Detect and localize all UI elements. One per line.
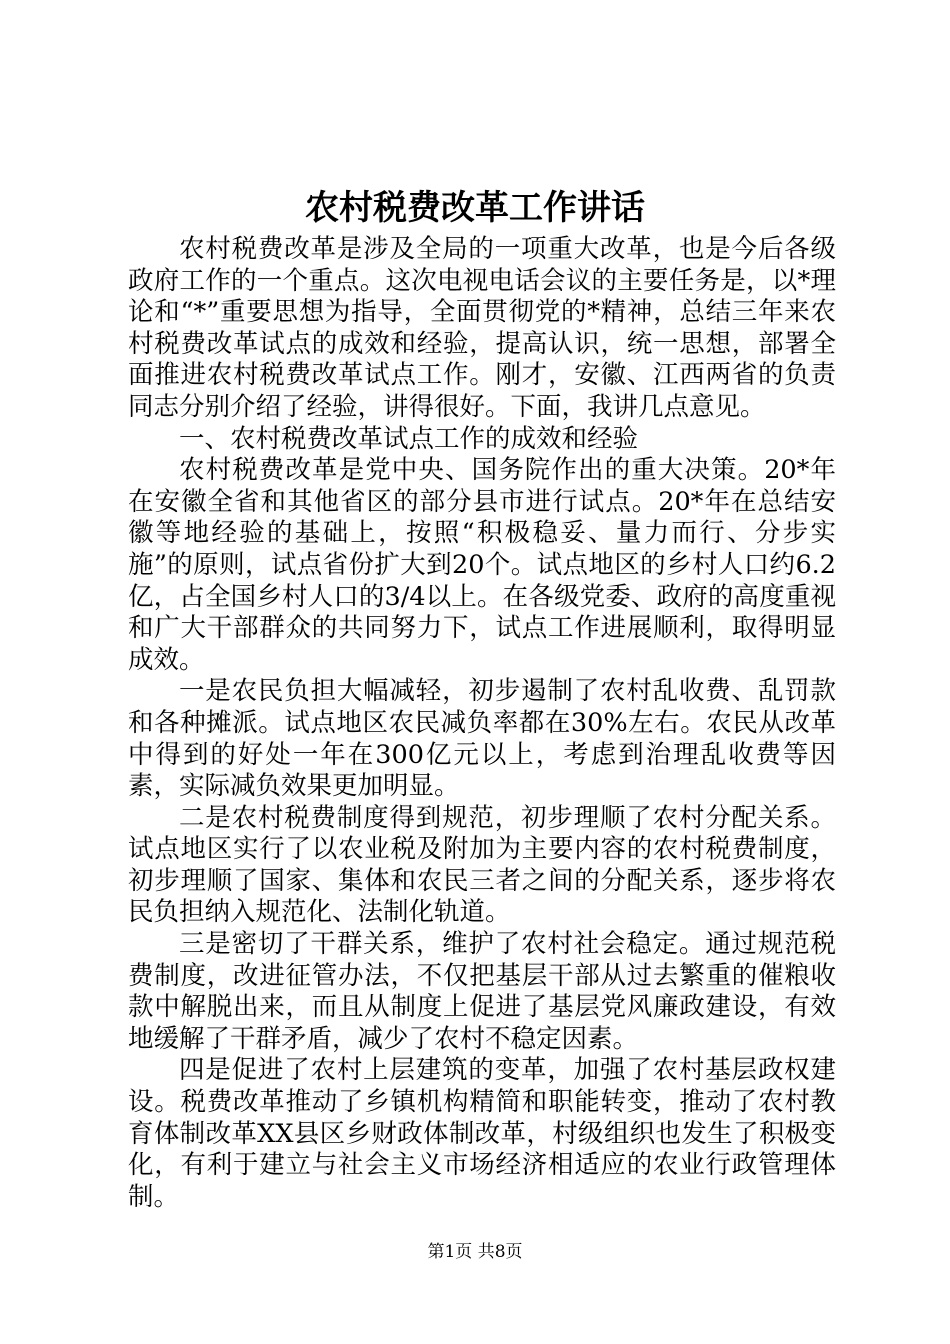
document-body xyxy=(128,234,836,1213)
document-title: 农村税费改革工作讲话 xyxy=(305,188,645,228)
paragraph-point-two: 二是农村税费制度得到规范，初步理顺了农村分配关系。试点地区实行了以农业税及附加为主要内容的农村税费制度，初步理顺了国家、集体和农民三者之间的分配关系，逐步将农民负担纳入规范化、法制化轨道。 xyxy=(128,802,836,928)
paragraph-intro: 农村税费改革是涉及全局的一项重大改革，也是今后各级政府工作的一个重点。这次电视电话会议的主要任务是，以*理论和“*”重要思想为指导，全面贯彻党的*精神，总结三年来农村税费改革试点的成效和经验，提高认识，统一思想，部署全面推进农村税费改革试点工作。刚才，安徽、江西两省的负责同志分别介绍了经验，讲得很好。下面，我讲几点意见。 xyxy=(128,234,836,422)
paragraph-point-four: 四是促进了农村上层建筑的变革，加强了农村基层政权建设。税费改革推动了乡镇机构精简和职能转变，推动了农村教育体制改革XX县区乡财政体制改革，村级组织也发生了积极变化，有利于建立与社会主义市场经济相适应的农业行政管理体制。 xyxy=(128,1055,836,1212)
paragraph-point-one: 一是农民负担大幅减轻，初步遏制了农村乱收费、乱罚款和各种摊派。试点地区农民减负率都在30%左右。农民从改革中得到的好处一年在300亿元以上，考虑到治理乱收费等因素，实际减负效果更加明显。 xyxy=(128,676,836,802)
section-heading: 一、农村税费改革试点工作的成效和经验 xyxy=(179,423,639,454)
page-number-footer: 第1页 共8页 xyxy=(427,1242,523,1262)
paragraph-point-three: 三是密切了干群关系，维护了农村社会稳定。通过规范税费制度，改进征管办法，不仅把基层干部从过去繁重的催粮收款中解脱出来，而且从制度上促进了基层党风廉政建设，有效地缓解了干群矛盾，减少了农村不稳定因素。 xyxy=(128,929,836,1054)
paragraph-overview: 农村税费改革是党中央、国务院作出的重大决策。20*年在安徽全省和其他省区的部分县市进行试点。20*年在总结安徽等地经验的基础上，按照“积极稳妥、量力而行、分步实施”的原则，试点省份扩大到20个。试点地区的乡村人口约6.2亿，占全国乡村人口的3/4以上。在各级党委、政府的高度重视和广大干部群众的共同努力下，试点工作进展顺利，取得明显成效。 xyxy=(128,455,836,675)
